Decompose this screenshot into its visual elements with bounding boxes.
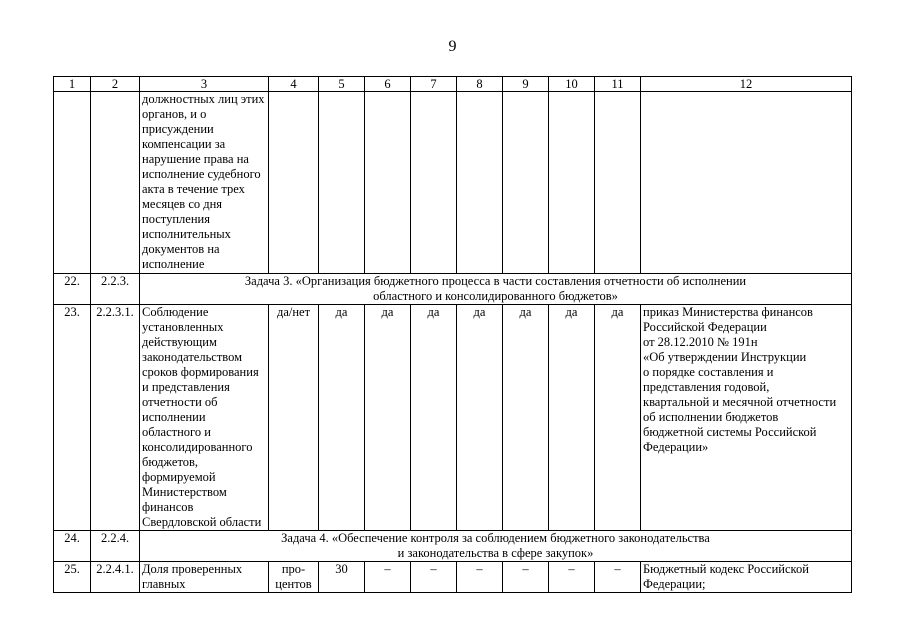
source-cell: Бюджетный кодекс Российской Федерации; [641,562,852,593]
header-cell: 6 [365,77,411,92]
table-row-25 [54,562,852,593]
indicator-name-cell: Соблюдение установленных действующим законодательством сроков формирования и представления отчетности об исполнении областного и консолидированного бюджетов, формируемой Министерством финансов Свердловской области [140,305,269,531]
value-cell: да [457,305,503,531]
row-number: 22. [54,274,91,305]
value-cell: да [595,305,641,531]
value-cell: – [411,562,457,593]
header-cell: 3 [140,77,269,92]
row-code: 2.2.3.1. [91,305,140,531]
header-cell: 12 [641,77,852,92]
row-number: 24. [54,531,91,562]
column-numbers-row [54,77,852,92]
value-cell: да [549,305,595,531]
row-number: 25. [54,562,91,593]
source-cell: приказ Министерства финансов Российской Федерации от 28.12.2010 № 191н «Об утверждении Инструкции о порядке составления и представления годовой, квартальной и месячной отчетности об исполнении бюджетов бюджетной системы Российской Федерации» [641,305,852,531]
header-cell: 11 [595,77,641,92]
row-code: 2.2.4.1. [91,562,140,593]
table-row-continuation [54,92,852,274]
page-number: 9 [448,38,457,55]
value-cell: – [549,562,595,593]
value-cell: да [365,305,411,531]
header-cell: 5 [319,77,365,92]
table-row-24 [54,531,852,562]
indicator-name-cell: Доля проверенных главных [140,562,269,593]
task-heading: Задача 3. «Организация бюджетного процесса в части составления отчетности об исполнении областного и консолидированного бюджетов» [140,274,852,305]
row-number: 23. [54,305,91,531]
task-heading: Задача 4. «Обеспечение контроля за соблюдением бюджетного законодательства и законодательства в сфере закупок» [140,531,852,562]
value-cell: – [595,562,641,593]
value-cell: – [503,562,549,593]
header-cell: 1 [54,77,91,92]
header-cell: 4 [269,77,319,92]
header-cell: 8 [457,77,503,92]
row-code: 2.2.4. [91,531,140,562]
value-cell: – [365,562,411,593]
header-cell: 10 [549,77,595,92]
table-row-23 [54,305,852,531]
indicators-table [53,76,852,593]
unit-cell: про- центов [269,562,319,593]
header-cell: 7 [411,77,457,92]
indicator-name-cell: должностных лиц этих органов, и о присуждении компенсации за нарушение права на исполнение судебного акта в течение трех месяцев со дня поступления исполнительных документов на исполнение [140,92,269,274]
table-row-22 [54,274,852,305]
header-cell: 2 [91,77,140,92]
header-cell: 9 [503,77,549,92]
value-cell: да [411,305,457,531]
unit-cell: да/нет [269,305,319,531]
value-cell: да [319,305,365,531]
value-cell: – [457,562,503,593]
value-cell: 30 [319,562,365,593]
value-cell: да [503,305,549,531]
row-code: 2.2.3. [91,274,140,305]
